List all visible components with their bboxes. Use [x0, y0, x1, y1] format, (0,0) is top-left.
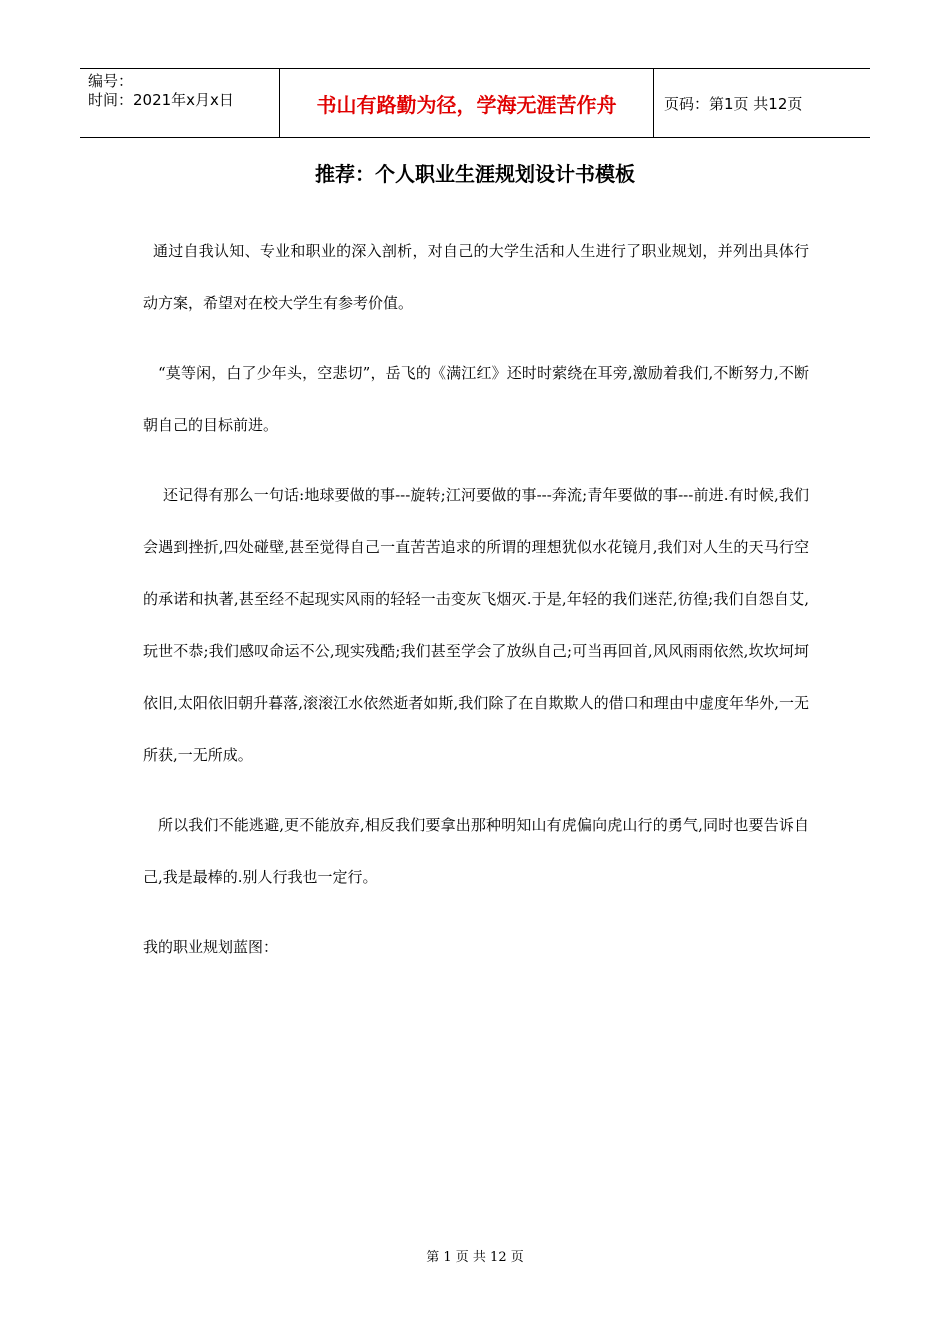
header-table: [80, 68, 870, 138]
document-body: [143, 225, 809, 991]
number-label: 编号：: [88, 72, 134, 90]
paragraph-quote: “莫等闲，白了少年头，空悲切”，岳飞的《满江红》还时时萦绕在耳旁,激励着我们,不断努力,不断朝自己的目标前进。: [143, 364, 809, 434]
paragraph-blueprint: 我的职业规划蓝图：: [143, 938, 279, 956]
paragraph-intro: 通过自我认知、专业和职业的深入剖析，对自己的大学生活和人生进行了职业规划，并列出具体行动方案，希望对在校大学生有参考价值。: [143, 242, 809, 312]
paragraph-reflection: 还记得有那么一句话:地球要做的事---旋转;江河要做的事---奔流;青年要做的事---前进.有时候,我们会遇到挫折,四处碰壁,甚至觉得自己一直苦苦追求的所谓的理想犹似水花镜月,我们对人生的天马行空的承诺和执著,甚至经不起现实风雨的轻轻一击变灰飞烟灭.于是,年轻的我们迷茫,彷徨;我们自怨自艾,玩世不恭;我们感叹命运不公,现实残酷;我们甚至学会了放纵自己;可当再回首,风风雨雨依然,坎坎坷坷依旧,太阳依旧朝升暮落,滚滚江水依然逝者如斯,我们除了在自欺欺人的借口和理由中虚度年华外,一无所获,一无所成。: [143, 486, 809, 764]
time-label: 时间：2021年x月x日: [88, 91, 234, 109]
page-info: 页码：第1页 共12页: [664, 94, 803, 113]
document-title: 推荐：个人职业生涯规划设计书模板: [315, 162, 635, 186]
motto: 书山有路勤为径，学海无涯苦作舟: [280, 69, 654, 137]
paragraph-resolve: 所以我们不能逃避,更不能放弃,相反我们要拿出那种明知山有虎偏向虎山行的勇气,同时也要告诉自己,我是最棒的.别人行我也一定行。: [143, 816, 809, 886]
page-footer: 第 1 页 共 12 页: [426, 1250, 524, 1265]
header-left-cell: [80, 69, 280, 137]
